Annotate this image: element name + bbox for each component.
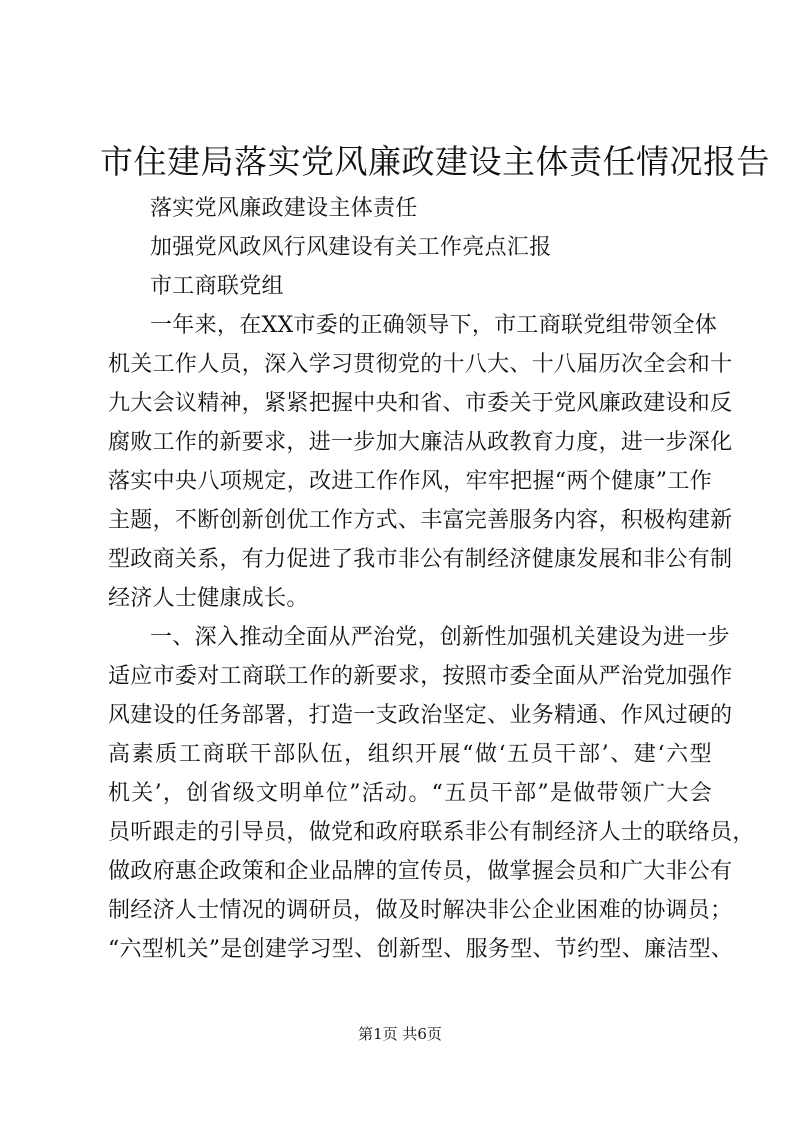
body-line: 适应市委对工商联工作的新要求，按照市委全面从严治党加强作	[108, 664, 733, 689]
body-line: 员听跟走的引导员，做党和政府联系非公有制经济人士的联络员，	[108, 820, 755, 845]
body-line: 机关工作人员，深入学习贯彻党的十八大、十八届历次全会和十	[108, 352, 733, 377]
body-line: 腐败工作的新要求，进一步加大廉洁从政教育力度，进一步深化	[108, 430, 733, 455]
body-line: “六型机关”是创建学习型、创新型、服务型、节约型、廉洁型、	[108, 937, 734, 962]
organization-line: 市工商联党组	[150, 274, 284, 299]
body-line: 型政商关系，有力促进了我市非公有制经济健康发展和非公有制	[108, 547, 733, 572]
body-line: 主题，不断创新创优工作方式、丰富完善服务内容，积极构建新	[108, 508, 733, 533]
page-number-footer: 第1页 共6页	[358, 1025, 442, 1043]
body-line: 机关’，创省级文明单位”活动。“五员干部”是做带领广大会	[108, 781, 712, 806]
subtitle-line: 加强党风政风行风建设有关工作亮点汇报	[150, 235, 552, 260]
body-line: 一年来，在XX市委的正确领导下，市工商联党组带领全体	[150, 313, 718, 338]
body-line: 风建设的任务部署，打造一支政治坚定、业务精通、作风过硬的	[108, 703, 733, 728]
document-title: 市住建局落实党风廉政建设主体责任情况报告	[100, 142, 770, 181]
body-line: 一、深入推动全面从严治党，创新性加强机关建设为进一步	[150, 625, 730, 650]
body-line: 做政府惠企政策和企业品牌的宣传员，做掌握会员和广大非公有	[108, 859, 733, 884]
body-line: 九大会议精神，紧紧把握中央和省、市委关于党风廉政建设和反	[108, 391, 733, 416]
body-line: 落实中央八项规定，改进工作作风，牢牢把握“两个健康”工作	[108, 469, 712, 494]
body-line: 制经济人士情况的调研员，做及时解决非公企业困难的协调员；	[108, 898, 733, 923]
subtitle-line: 落实党风廉政建设主体责任	[150, 196, 418, 221]
body-line: 高素质工商联干部队伍，组织开展“做‘五员干部’、建‘六型	[108, 742, 712, 767]
body-line: 经济人士健康成长。	[108, 586, 309, 611]
